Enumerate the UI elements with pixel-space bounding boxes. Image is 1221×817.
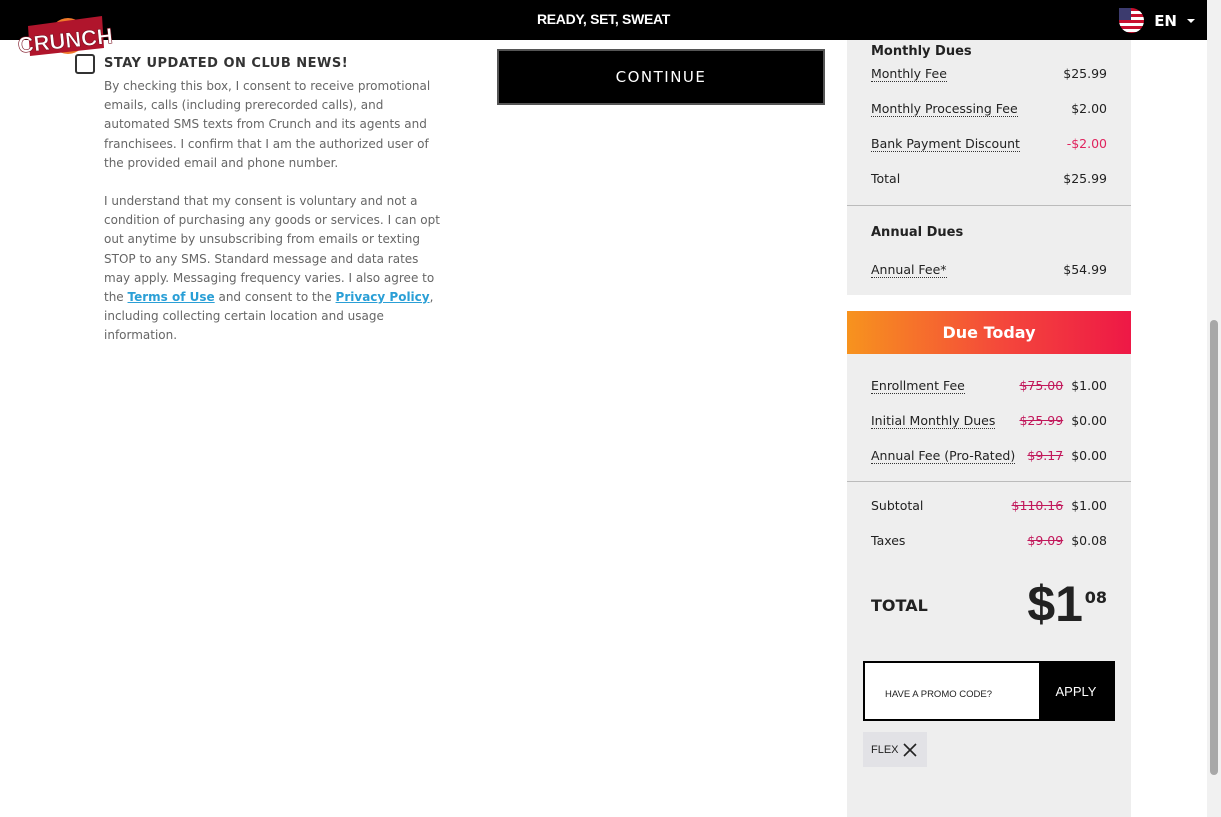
- subtotal-label: Subtotal: [871, 498, 924, 513]
- old-price: $75.00: [1019, 378, 1064, 393]
- fee-row: [871, 136, 1107, 152]
- fee-row: [871, 378, 1107, 394]
- svg-text:CRUNCH: CRUNCH: [16, 23, 114, 58]
- initial-dues-label[interactable]: Initial Monthly Dues: [871, 413, 996, 428]
- total-dollars: $1: [1027, 576, 1083, 632]
- consent-text-2: I understand that my consent is voluntary and not a condition of purchasing any goods or services. I can opt out anytime by unsubscribing from emails or texting STOP to any SMS. Standard message and data rates may apply. Messaging frequency varies. I also agree to the Terms of Use and consent to the Privacy Policy, including collecting certain location and usage information.: [104, 194, 440, 343]
- consent-section: [75, 52, 445, 346]
- caret-down-icon: [1187, 19, 1195, 23]
- promo-code-label: FLEX: [871, 743, 899, 756]
- apply-button[interactable]: APPLY: [1039, 663, 1113, 719]
- taxes-label: Taxes: [871, 533, 906, 548]
- old-price: $110.16: [1011, 498, 1064, 513]
- consent-title: STAY UPDATED ON CLUB NEWS!: [104, 56, 349, 71]
- monthly-dues-heading: Monthly Dues: [871, 44, 972, 59]
- close-icon[interactable]: [903, 743, 917, 757]
- old-price: $9.17: [1027, 448, 1064, 463]
- fee-row: [871, 448, 1107, 464]
- fee-value: $2.00: [1071, 101, 1107, 116]
- applied-promo-chip: [863, 732, 927, 767]
- language-selector[interactable]: [1119, 8, 1195, 33]
- annual-dues-heading: Annual Dues: [871, 225, 964, 240]
- enrollment-fee-label[interactable]: Enrollment Fee: [871, 378, 965, 393]
- header-title: READY, SET, SWEAT: [536, 11, 671, 27]
- total-label: Total: [871, 171, 901, 186]
- annual-fee-label[interactable]: Annual Fee*: [871, 262, 947, 277]
- fee-value: $1.00: [1071, 378, 1107, 393]
- monthly-fee-label[interactable]: Monthly Fee: [871, 66, 947, 81]
- top-bar: [0, 0, 1207, 40]
- privacy-policy-link[interactable]: Privacy Policy: [335, 290, 430, 305]
- terms-of-use-link[interactable]: Terms of Use: [127, 290, 215, 305]
- old-price: $9.09: [1027, 533, 1064, 548]
- processing-fee-label[interactable]: Monthly Processing Fee: [871, 101, 1018, 116]
- us-flag-icon: [1119, 8, 1144, 33]
- fee-value: $0.00: [1071, 448, 1107, 463]
- due-today-summary: [847, 354, 1131, 817]
- fee-row: [871, 171, 1107, 186]
- fee-value: $25.99: [1063, 171, 1107, 186]
- fee-row: [871, 413, 1107, 429]
- divider: [847, 205, 1131, 206]
- crunch-logo[interactable]: [16, 8, 114, 60]
- scrollbar-thumb[interactable]: [1210, 320, 1218, 775]
- dues-summary: [847, 0, 1131, 295]
- promo-form: [863, 661, 1115, 721]
- continue-button[interactable]: CONTINUE: [497, 49, 825, 105]
- total-cents: 08: [1084, 588, 1107, 607]
- subtotal-row: [871, 498, 1107, 513]
- total-label: TOTAL: [871, 596, 928, 615]
- fee-row: [871, 262, 1107, 278]
- divider: [847, 481, 1131, 482]
- fee-row: [871, 101, 1107, 117]
- fee-row: [871, 66, 1107, 82]
- language-label: EN: [1154, 11, 1177, 30]
- fee-value: $54.99: [1063, 262, 1107, 277]
- old-price: $25.99: [1019, 413, 1064, 428]
- taxes-row: [871, 533, 1107, 548]
- due-today-header: Due Today: [847, 311, 1131, 354]
- subtotal-value: $1.00: [1071, 498, 1107, 513]
- consent-text-1: By checking this box, I consent to receive promotional emails, calls (including prerecorded calls), and automated SMS texts from Crunch and its agents and franchisees. I confirm that I am the authorized user of the provided email and phone number.: [104, 79, 431, 170]
- fee-value: $25.99: [1063, 66, 1107, 81]
- fee-value: -$2.00: [1066, 136, 1107, 151]
- scrollbar[interactable]: [1207, 0, 1221, 817]
- promo-code-input[interactable]: [865, 663, 1039, 719]
- taxes-value: $0.08: [1071, 533, 1107, 548]
- fee-value: $0.00: [1071, 413, 1107, 428]
- annual-prorated-label[interactable]: Annual Fee (Pro-Rated): [871, 448, 1016, 463]
- bank-discount-label[interactable]: Bank Payment Discount: [871, 136, 1020, 151]
